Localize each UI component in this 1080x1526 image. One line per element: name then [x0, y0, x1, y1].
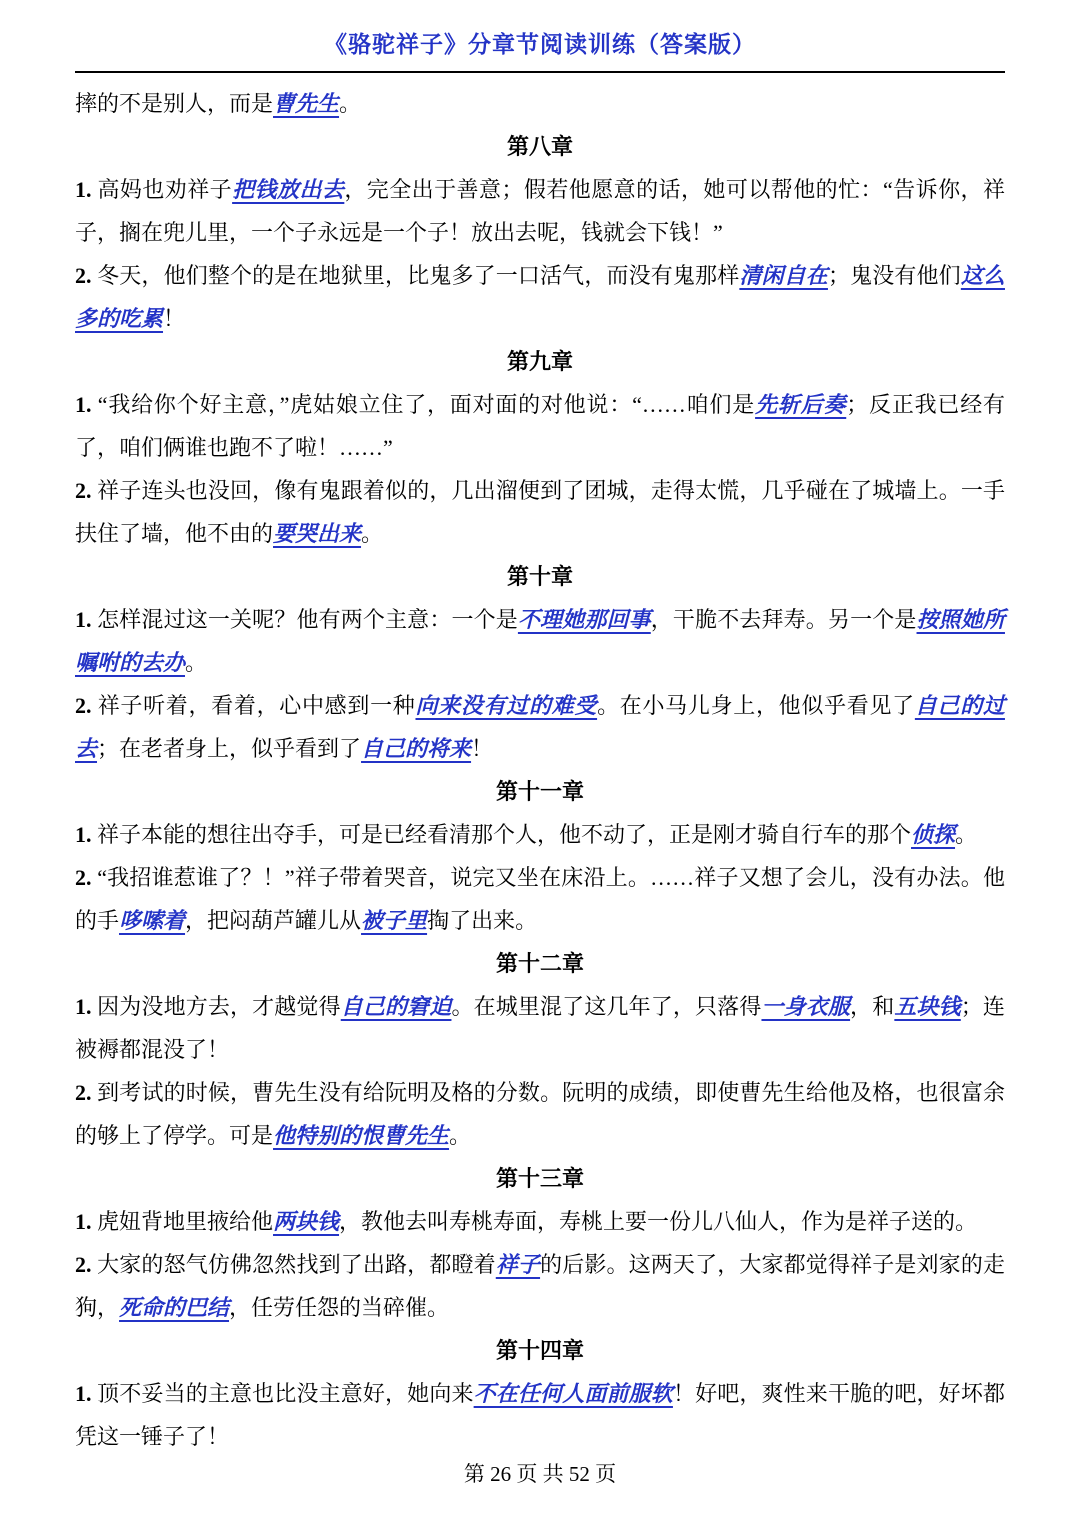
- body-text: ；在老者身上，似乎看到了: [97, 736, 362, 761]
- answer-text: 不理她那回事: [517, 607, 651, 632]
- body-text: 的后影。这两天了，大家都觉得祥子是刘家的走狗，: [75, 1252, 1005, 1320]
- paragraph: [75, 598, 1005, 684]
- item-number: 2.: [75, 1252, 92, 1277]
- item-number: 1.: [75, 177, 92, 202]
- body-text: ，任劳任怨的当碎催。: [229, 1295, 450, 1320]
- answer-text: 祥子: [495, 1252, 541, 1277]
- paragraph: [75, 1071, 1005, 1157]
- item-number: 2.: [75, 263, 92, 288]
- item-number: 1.: [75, 994, 92, 1019]
- body-text: 虎妞背地里掖给他: [91, 1209, 274, 1234]
- page-number-label: 第 26 页 共 52 页: [463, 1462, 617, 1486]
- answer-text: 按照她所嘱咐的去办: [75, 607, 1005, 675]
- body-text: 。在城里混了这几年了，只落得: [451, 994, 762, 1019]
- body-text: ；连被褥都混没了！: [75, 994, 1005, 1062]
- item-number: 1.: [75, 1381, 92, 1406]
- body-text: 祥子连头也没回，像有鬼跟着似的，几出溜便到了团城，走得太慌，几乎碰在了城墙上。一手扶住了墙，他不由的: [75, 478, 1005, 546]
- paragraph: [75, 985, 1005, 1071]
- body-text: 到考试的时候，曹先生没有给阮明及格的分数。阮明的成绩，即使曹先生给他及格，也很富余的够上了停学。可是: [75, 1080, 1005, 1148]
- body-text: 。: [361, 521, 384, 546]
- body-text: ，和: [850, 994, 895, 1019]
- body-text: 摔的不是别人，而是: [75, 91, 274, 116]
- body-text: 。: [449, 1123, 472, 1148]
- answer-text: 五块钱: [894, 994, 961, 1019]
- body-text: 怎样混过这一关呢？他有两个主意：一个是: [91, 607, 518, 632]
- header-divider: [75, 71, 1005, 73]
- item-number: 1.: [75, 607, 92, 632]
- chapter-heading: 第十四章: [495, 1338, 584, 1363]
- item-number: 2.: [75, 865, 92, 890]
- answer-text: 两块钱: [273, 1209, 340, 1234]
- answer-text: 被子里: [361, 908, 428, 933]
- answer-text: 向来没有过的难受: [415, 693, 598, 718]
- document-header: [75, 30, 1005, 73]
- body-text: ！: [471, 736, 494, 761]
- body-text: ，把闷葫芦罐儿从: [185, 908, 362, 933]
- chapter-heading: 第十二章: [495, 951, 584, 976]
- chapter-heading: 第八章: [506, 134, 573, 159]
- body-text: 冬天，他们整个的是在地狱里，比鬼多了一口活气，而没有鬼那样: [91, 263, 740, 288]
- answer-text: 哆嗦着: [119, 908, 186, 933]
- body-text: 因为没地方去，才越觉得: [91, 994, 341, 1019]
- paragraph: [75, 469, 1005, 555]
- answer-text: 先斩后奏: [755, 392, 847, 417]
- item-number: 2.: [75, 478, 92, 503]
- body-text: ；鬼没有他们: [827, 263, 961, 288]
- answer-text: 这么多的吃累: [75, 263, 1005, 331]
- page-footer: [0, 1458, 1080, 1488]
- paragraph: [75, 383, 1005, 469]
- body-text: 顶不妥当的主意也比没主意好，她向来: [91, 1381, 474, 1406]
- body-text: 。: [185, 650, 208, 675]
- body-text: 祥子听着，看着，心中感到一种: [91, 693, 416, 718]
- body-text: 。: [339, 91, 362, 116]
- answer-text: 自己的过去: [75, 693, 1005, 761]
- answer-text: 清闲自在: [739, 263, 828, 288]
- chapter-heading: 第十三章: [495, 1166, 584, 1191]
- chapter-heading: 第九章: [506, 349, 573, 374]
- body-text: 。: [955, 822, 978, 847]
- answer-text: 一身衣服: [761, 994, 851, 1019]
- answer-text: 侦探: [911, 822, 956, 847]
- paragraph: [75, 168, 1005, 254]
- paragraph: [75, 82, 1005, 125]
- paragraph: [75, 856, 1005, 942]
- answer-text: 不在任何人面前服软: [473, 1381, 673, 1406]
- body-text: 高妈也劝祥子: [91, 177, 233, 202]
- answer-text: 死命的巴结: [119, 1295, 230, 1320]
- body-text: 。在小马儿身上，他似乎看见了: [597, 693, 915, 718]
- chapter-heading: 第十章: [506, 564, 573, 589]
- document-body: [75, 82, 1005, 1458]
- paragraph: [75, 813, 1005, 856]
- paragraph: [75, 684, 1005, 770]
- body-text: 大家的怒气仿佛忽然找到了出路，都瞪着: [91, 1252, 496, 1277]
- answer-text: 他特别的恨曹先生: [273, 1123, 450, 1148]
- body-text: ；反正我已经有了，咱们俩谁也跑不了啦！……”: [75, 392, 1005, 460]
- item-number: 1.: [75, 822, 92, 847]
- page-title: 《骆驼祥子》分章节阅读训练（答案版）: [324, 32, 756, 57]
- body-text: ！好吧，爽性来干脆的吧，好坏都凭这一锤子了！: [75, 1381, 1005, 1449]
- paragraph: [75, 1243, 1005, 1329]
- body-text: ，完全出于善意；假若他愿意的话，她可以帮他的忙：“告诉你，祥子，搁在兜儿里，一个子永远是一个子！放出去呢，钱就会下钱！”: [75, 177, 1005, 245]
- body-text: “我招谁惹谁了？！”祥子带着哭音，说完又坐在床沿上。……祥子又想了会儿，没有办法。他的手: [75, 865, 1005, 933]
- item-number: 1.: [75, 1209, 92, 1234]
- body-text: ！: [163, 306, 186, 331]
- answer-text: 自己的窘迫: [340, 994, 452, 1019]
- chapter-heading: 第十一章: [495, 779, 584, 804]
- body-text: ，干脆不去拜寿。另一个是: [650, 607, 917, 632]
- paragraph: [75, 1372, 1005, 1458]
- answer-text: 自己的将来: [361, 736, 472, 761]
- answer-text: 曹先生: [273, 91, 340, 116]
- body-text: 祥子本能的想往出夺手，可是已经看清那个人，他不动了，正是刚才骑自行车的那个: [91, 822, 912, 847]
- body-text: ，教他去叫寿桃寿面，寿桃上要一份儿八仙人，作为是祥子送的。: [339, 1209, 978, 1234]
- item-number: 1.: [75, 392, 92, 417]
- paragraph: [75, 1200, 1005, 1243]
- paragraph: [75, 254, 1005, 340]
- item-number: 2.: [75, 693, 92, 718]
- body-text: 掏了出来。: [427, 908, 538, 933]
- body-text: “我给你个好主意，”虎姑娘立住了，面对面的对他说：“……咱们是: [91, 392, 756, 417]
- item-number: 2.: [75, 1080, 92, 1105]
- answer-text: 要哭出来: [273, 521, 362, 546]
- answer-text: 把钱放出去: [232, 177, 345, 202]
